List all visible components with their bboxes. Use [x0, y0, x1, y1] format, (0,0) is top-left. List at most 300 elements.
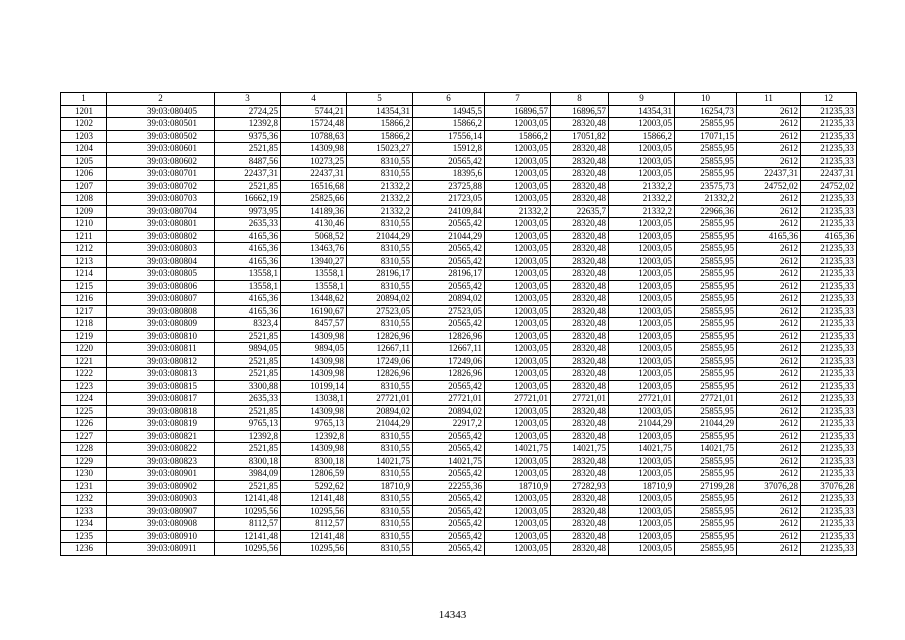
table-cell: 8310,55 — [347, 468, 413, 481]
column-header: 12 — [801, 93, 857, 106]
table-cell: 15866,2 — [413, 118, 485, 131]
table-row — [61, 193, 857, 206]
table-cell: 12003,05 — [485, 305, 551, 318]
table-cell: 22437,31 — [215, 168, 281, 181]
table-cell: 25855,95 — [675, 543, 737, 556]
table-cell: 25855,95 — [675, 368, 737, 381]
table-cell: 25855,95 — [675, 355, 737, 368]
table-cell: 12003,05 — [609, 455, 675, 468]
table-cell: 1229 — [61, 455, 107, 468]
table-cell: 8310,55 — [347, 318, 413, 331]
table-cell: 1230 — [61, 468, 107, 481]
table-cell: 2635,33 — [215, 393, 281, 406]
table-cell: 3984,09 — [215, 468, 281, 481]
table-cell: 12003,05 — [609, 280, 675, 293]
table-cell: 20565,42 — [413, 543, 485, 556]
table-cell: 12003,05 — [485, 468, 551, 481]
table-cell: 21235,33 — [801, 418, 857, 431]
table-cell: 9765,13 — [215, 418, 281, 431]
table-cell: 8310,55 — [347, 543, 413, 556]
table-cell: 39:03:080811 — [107, 343, 215, 356]
table-cell: 28320,48 — [551, 468, 609, 481]
table-row — [61, 168, 857, 181]
table-cell: 21235,33 — [801, 268, 857, 281]
table-row — [61, 480, 857, 493]
table-cell: 2612 — [737, 368, 801, 381]
table-cell: 27721,01 — [551, 393, 609, 406]
table-row — [61, 105, 857, 118]
table-cell: 1205 — [61, 155, 107, 168]
table-row — [61, 143, 857, 156]
table-cell: 12003,05 — [609, 118, 675, 131]
table-cell: 20894,02 — [347, 405, 413, 418]
table-row — [61, 493, 857, 506]
table-cell: 2612 — [737, 130, 801, 143]
table-cell: 8487,56 — [215, 155, 281, 168]
table-cell: 39:03:080808 — [107, 305, 215, 318]
table-cell: 4130,46 — [281, 218, 347, 231]
table-cell: 13558,1 — [281, 280, 347, 293]
table-cell: 25855,95 — [675, 455, 737, 468]
table-cell: 1225 — [61, 405, 107, 418]
table-cell: 14021,75 — [551, 443, 609, 456]
table-cell: 18710,9 — [347, 480, 413, 493]
table-cell: 20565,42 — [413, 280, 485, 293]
table-cell: 21332,2 — [485, 205, 551, 218]
table-cell: 2612 — [737, 543, 801, 556]
table-cell: 8310,55 — [347, 505, 413, 518]
table-cell: 21332,2 — [675, 193, 737, 206]
table-cell: 39:03:080821 — [107, 430, 215, 443]
table-cell: 1207 — [61, 180, 107, 193]
table-row — [61, 418, 857, 431]
table-cell: 14309,98 — [281, 355, 347, 368]
table-cell: 39:03:080908 — [107, 518, 215, 531]
table-cell: 39:03:080911 — [107, 543, 215, 556]
header-row — [61, 93, 857, 106]
table-cell: 21235,33 — [801, 518, 857, 531]
table-cell: 8310,55 — [347, 443, 413, 456]
table-cell: 12003,05 — [609, 505, 675, 518]
table-cell: 2612 — [737, 530, 801, 543]
table-row — [61, 355, 857, 368]
table-cell: 12003,05 — [485, 168, 551, 181]
table-cell: 12003,05 — [609, 468, 675, 481]
table-cell: 12003,05 — [485, 230, 551, 243]
table-row — [61, 280, 857, 293]
table-cell: 28320,48 — [551, 355, 609, 368]
table-cell: 39:03:080813 — [107, 368, 215, 381]
table-cell: 28320,48 — [551, 455, 609, 468]
table-cell: 20565,42 — [413, 218, 485, 231]
table-cell: 2612 — [737, 380, 801, 393]
table-cell: 28320,48 — [551, 543, 609, 556]
table-row — [61, 180, 857, 193]
table-cell: 39:03:080803 — [107, 243, 215, 256]
table-cell: 21235,33 — [801, 405, 857, 418]
table-cell: 5068,52 — [281, 230, 347, 243]
table-cell: 39:03:080405 — [107, 105, 215, 118]
table-row — [61, 205, 857, 218]
table-cell: 39:03:080802 — [107, 230, 215, 243]
table-cell: 22437,31 — [801, 168, 857, 181]
table-cell: 25855,95 — [675, 280, 737, 293]
table-cell: 21235,33 — [801, 280, 857, 293]
table-cell: 8300,18 — [215, 455, 281, 468]
table-cell: 9894,05 — [281, 343, 347, 356]
table-cell: 21235,33 — [801, 430, 857, 443]
table-cell: 25855,95 — [675, 305, 737, 318]
table-cell: 14021,75 — [347, 455, 413, 468]
table-cell: 39:03:080801 — [107, 218, 215, 231]
table-cell: 12003,05 — [485, 218, 551, 231]
table-cell: 2724,25 — [215, 105, 281, 118]
table-cell: 20565,42 — [413, 518, 485, 531]
table-cell: 13558,1 — [215, 280, 281, 293]
table-cell: 20565,42 — [413, 255, 485, 268]
table-cell: 12003,05 — [485, 518, 551, 531]
table-cell: 2612 — [737, 455, 801, 468]
table-cell: 8323,4 — [215, 318, 281, 331]
table-cell: 2612 — [737, 105, 801, 118]
table-cell: 25855,95 — [675, 518, 737, 531]
table-cell: 39:03:080810 — [107, 330, 215, 343]
table-cell: 21235,33 — [801, 393, 857, 406]
table-cell: 2612 — [737, 155, 801, 168]
table-cell: 25855,95 — [675, 230, 737, 243]
table-cell: 39:03:080704 — [107, 205, 215, 218]
table-cell: 2612 — [737, 268, 801, 281]
table-cell: 16516,68 — [281, 180, 347, 193]
table-cell: 1212 — [61, 243, 107, 256]
table-cell: 15866,2 — [347, 130, 413, 143]
table-cell: 12826,96 — [413, 368, 485, 381]
table-cell: 21235,33 — [801, 355, 857, 368]
table-cell: 21235,33 — [801, 118, 857, 131]
table-cell: 12003,05 — [485, 543, 551, 556]
table-cell: 16254,73 — [675, 105, 737, 118]
table-cell: 16896,57 — [485, 105, 551, 118]
table-cell: 1206 — [61, 168, 107, 181]
table-row — [61, 293, 857, 306]
table-cell: 1213 — [61, 255, 107, 268]
column-header: 2 — [107, 93, 215, 106]
table-cell: 21235,33 — [801, 130, 857, 143]
table-cell: 28320,48 — [551, 343, 609, 356]
table-cell: 16190,67 — [281, 305, 347, 318]
table-cell: 28320,48 — [551, 168, 609, 181]
table-cell: 39:03:080702 — [107, 180, 215, 193]
table-cell: 27282,93 — [551, 480, 609, 493]
table-cell: 12003,05 — [485, 180, 551, 193]
table-cell: 39:03:080809 — [107, 318, 215, 331]
table-cell: 9375,36 — [215, 130, 281, 143]
table-cell: 12003,05 — [609, 530, 675, 543]
table-cell: 21235,33 — [801, 318, 857, 331]
table-cell: 20565,42 — [413, 430, 485, 443]
table-cell: 2521,85 — [215, 143, 281, 156]
table-cell: 21235,33 — [801, 305, 857, 318]
table-cell: 1228 — [61, 443, 107, 456]
table-cell: 12003,05 — [485, 380, 551, 393]
table-row — [61, 243, 857, 256]
table-cell: 14309,98 — [281, 443, 347, 456]
table-cell: 39:03:080812 — [107, 355, 215, 368]
table-cell: 2612 — [737, 218, 801, 231]
column-header: 9 — [609, 93, 675, 106]
table-cell: 20565,42 — [413, 493, 485, 506]
table-cell: 12003,05 — [485, 193, 551, 206]
table-cell: 22635,7 — [551, 205, 609, 218]
table-cell: 2612 — [737, 318, 801, 331]
table-cell: 1227 — [61, 430, 107, 443]
table-cell: 2612 — [737, 430, 801, 443]
table-cell: 12003,05 — [609, 518, 675, 531]
table-cell: 2612 — [737, 393, 801, 406]
table-cell: 39:03:080902 — [107, 480, 215, 493]
table-cell: 28320,48 — [551, 405, 609, 418]
table-cell: 21235,33 — [801, 455, 857, 468]
table-cell: 27523,05 — [347, 305, 413, 318]
table-cell: 39:03:080703 — [107, 193, 215, 206]
table-cell: 1224 — [61, 393, 107, 406]
table-cell: 1222 — [61, 368, 107, 381]
table-cell: 14945,5 — [413, 105, 485, 118]
table-cell: 1226 — [61, 418, 107, 431]
table-cell: 25855,95 — [675, 330, 737, 343]
table-cell: 25855,95 — [675, 530, 737, 543]
table-cell: 12003,05 — [485, 280, 551, 293]
table-cell: 14189,36 — [281, 205, 347, 218]
table-cell: 12003,05 — [609, 293, 675, 306]
table-cell: 21235,33 — [801, 205, 857, 218]
table-row — [61, 343, 857, 356]
table-cell: 12003,05 — [609, 255, 675, 268]
table-row — [61, 130, 857, 143]
table-cell: 12141,48 — [215, 493, 281, 506]
table-cell: 10295,56 — [281, 543, 347, 556]
table-cell: 12003,05 — [609, 143, 675, 156]
table-cell: 1210 — [61, 218, 107, 231]
table-cell: 39:03:080903 — [107, 493, 215, 506]
table-cell: 21044,29 — [413, 230, 485, 243]
table-cell: 12003,05 — [609, 543, 675, 556]
table-cell: 12003,05 — [609, 493, 675, 506]
table-cell: 21235,33 — [801, 105, 857, 118]
table-cell: 28320,48 — [551, 180, 609, 193]
table-cell: 39:03:080602 — [107, 155, 215, 168]
table-cell: 12003,05 — [485, 330, 551, 343]
table-cell: 21235,33 — [801, 543, 857, 556]
table-cell: 12667,11 — [347, 343, 413, 356]
table-cell: 28196,17 — [347, 268, 413, 281]
table-cell: 8310,55 — [347, 518, 413, 531]
table-cell: 27721,01 — [675, 393, 737, 406]
table-cell: 39:03:080806 — [107, 280, 215, 293]
table-row — [61, 405, 857, 418]
table-cell: 8310,55 — [347, 430, 413, 443]
table-cell: 8300,18 — [281, 455, 347, 468]
table-cell: 12003,05 — [485, 343, 551, 356]
table-cell: 15023,27 — [347, 143, 413, 156]
table-cell: 2612 — [737, 280, 801, 293]
table-cell: 12003,05 — [609, 218, 675, 231]
table-cell: 20565,42 — [413, 318, 485, 331]
table-cell: 13558,1 — [215, 268, 281, 281]
table-cell: 21235,33 — [801, 493, 857, 506]
table-cell: 17249,06 — [413, 355, 485, 368]
table-cell: 1234 — [61, 518, 107, 531]
table-cell: 12826,96 — [347, 330, 413, 343]
table-cell: 25855,95 — [675, 268, 737, 281]
table-cell: 12003,05 — [485, 318, 551, 331]
table-row — [61, 118, 857, 131]
table-cell: 24752,02 — [737, 180, 801, 193]
table-cell: 28320,48 — [551, 330, 609, 343]
table-cell: 4165,36 — [801, 230, 857, 243]
table-cell: 12003,05 — [485, 418, 551, 431]
table-cell: 12003,05 — [609, 318, 675, 331]
table-cell: 18710,9 — [609, 480, 675, 493]
table-cell: 8112,57 — [281, 518, 347, 531]
table-cell: 8310,55 — [347, 255, 413, 268]
table-cell: 2612 — [737, 468, 801, 481]
table-cell: 22966,36 — [675, 205, 737, 218]
table-cell: 25825,66 — [281, 193, 347, 206]
table-cell: 12003,05 — [609, 355, 675, 368]
table-cell: 20565,42 — [413, 155, 485, 168]
table-cell: 20565,42 — [413, 505, 485, 518]
table-cell: 2612 — [737, 418, 801, 431]
table-cell: 12141,48 — [215, 530, 281, 543]
table-cell: 23725,88 — [413, 180, 485, 193]
table-cell: 12003,05 — [485, 405, 551, 418]
table-cell: 22437,31 — [281, 168, 347, 181]
table-cell: 39:03:080817 — [107, 393, 215, 406]
table-cell: 17071,15 — [675, 130, 737, 143]
table-cell: 39:03:080701 — [107, 168, 215, 181]
table-cell: 20565,42 — [413, 530, 485, 543]
table-cell: 20894,02 — [413, 293, 485, 306]
table-cell: 28320,48 — [551, 155, 609, 168]
table-cell: 2612 — [737, 305, 801, 318]
table-row — [61, 393, 857, 406]
table-row — [61, 468, 857, 481]
table-cell: 1219 — [61, 330, 107, 343]
table-cell: 37076,28 — [737, 480, 801, 493]
table-cell: 2521,85 — [215, 405, 281, 418]
table-cell: 4165,36 — [215, 305, 281, 318]
table-cell: 21235,33 — [801, 193, 857, 206]
table-cell: 12003,05 — [485, 355, 551, 368]
table-cell: 28320,48 — [551, 218, 609, 231]
table-cell: 10295,56 — [215, 543, 281, 556]
table-cell: 12003,05 — [609, 243, 675, 256]
table-cell: 14354,31 — [609, 105, 675, 118]
table-cell: 2635,33 — [215, 218, 281, 231]
table-cell: 28320,48 — [551, 230, 609, 243]
table-row — [61, 443, 857, 456]
table-cell: 28320,48 — [551, 118, 609, 131]
table-row — [61, 543, 857, 556]
table-cell: 39:03:080901 — [107, 468, 215, 481]
column-header: 5 — [347, 93, 413, 106]
table-cell: 25855,95 — [675, 243, 737, 256]
table-cell: 28320,48 — [551, 518, 609, 531]
table-row — [61, 268, 857, 281]
table-cell: 20565,42 — [413, 380, 485, 393]
table-cell: 1236 — [61, 543, 107, 556]
table-cell: 2612 — [737, 255, 801, 268]
table-cell: 10273,25 — [281, 155, 347, 168]
table-cell: 9765,13 — [281, 418, 347, 431]
table-row — [61, 330, 857, 343]
table-cell: 21235,33 — [801, 468, 857, 481]
table-cell: 28320,48 — [551, 380, 609, 393]
table-cell: 21235,33 — [801, 143, 857, 156]
table-cell: 12003,05 — [485, 268, 551, 281]
table-cell: 24109,84 — [413, 205, 485, 218]
table-cell: 28320,48 — [551, 430, 609, 443]
table-cell: 1235 — [61, 530, 107, 543]
table-cell: 27199,28 — [675, 480, 737, 493]
table-cell: 25855,95 — [675, 405, 737, 418]
table-row — [61, 518, 857, 531]
table-header — [61, 93, 857, 106]
table-cell: 21235,33 — [801, 505, 857, 518]
table-cell: 39:03:080502 — [107, 130, 215, 143]
table-row — [61, 318, 857, 331]
table-cell: 1231 — [61, 480, 107, 493]
table-cell: 39:03:080823 — [107, 455, 215, 468]
table-cell: 2521,85 — [215, 443, 281, 456]
table-cell: 28320,48 — [551, 255, 609, 268]
table-cell: 12826,96 — [347, 368, 413, 381]
table-cell: 28320,48 — [551, 505, 609, 518]
table-cell: 28320,48 — [551, 193, 609, 206]
table-cell: 25855,95 — [675, 430, 737, 443]
table-cell: 39:03:080819 — [107, 418, 215, 431]
table-cell: 39:03:080601 — [107, 143, 215, 156]
table-cell: 2521,85 — [215, 355, 281, 368]
table-cell: 5744,21 — [281, 105, 347, 118]
table-cell: 13448,62 — [281, 293, 347, 306]
table-cell: 8310,55 — [347, 155, 413, 168]
table-cell: 1223 — [61, 380, 107, 393]
table-cell: 28320,48 — [551, 418, 609, 431]
table-cell: 1233 — [61, 505, 107, 518]
column-header: 8 — [551, 93, 609, 106]
table-cell: 12003,05 — [485, 143, 551, 156]
table-cell: 12003,05 — [485, 255, 551, 268]
table-cell: 12003,05 — [609, 268, 675, 281]
table-cell: 25855,95 — [675, 118, 737, 131]
table-cell: 21235,33 — [801, 218, 857, 231]
table-row — [61, 230, 857, 243]
table-cell: 14309,98 — [281, 368, 347, 381]
table-cell: 8310,55 — [347, 493, 413, 506]
table-cell: 4165,36 — [215, 293, 281, 306]
table-cell: 16896,57 — [551, 105, 609, 118]
table-row — [61, 305, 857, 318]
table-cell: 15866,2 — [485, 130, 551, 143]
table-cell: 2612 — [737, 443, 801, 456]
table-cell: 39:03:080805 — [107, 268, 215, 281]
table-cell: 25855,95 — [675, 255, 737, 268]
table-cell: 14021,75 — [413, 455, 485, 468]
table-cell: 20565,42 — [413, 468, 485, 481]
table-cell: 20894,02 — [347, 293, 413, 306]
